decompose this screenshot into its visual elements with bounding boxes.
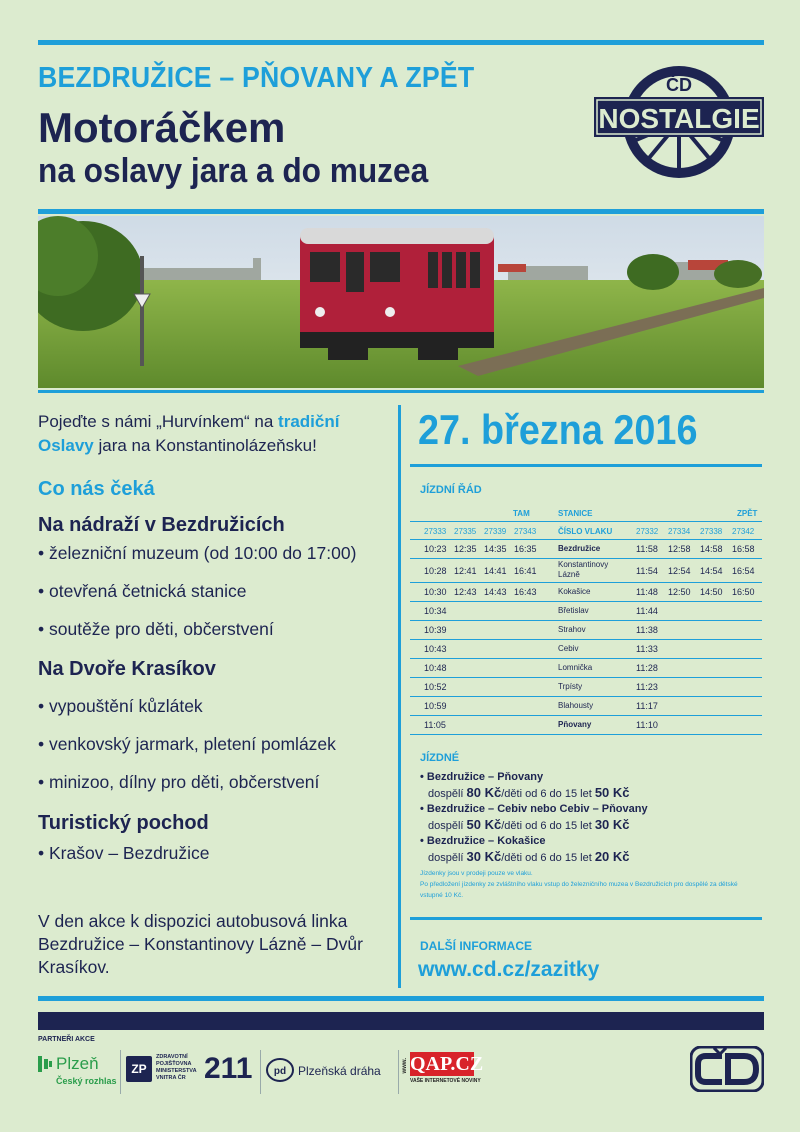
table-row — [410, 602, 762, 621]
col-stanice: STANICE — [558, 509, 593, 518]
timetable-body — [410, 540, 762, 735]
table-row — [410, 559, 762, 583]
time-zpet: 11:33 — [636, 644, 658, 654]
time-zpet: 12:58 — [668, 544, 691, 554]
more-rule — [410, 917, 762, 920]
station-name: Blahousty — [558, 701, 594, 710]
time-zpet: 16:54 — [732, 566, 755, 576]
top-rule — [38, 40, 764, 45]
rozhlas-icon — [38, 1056, 52, 1072]
partner-separator — [398, 1050, 399, 1094]
fare-notes — [420, 868, 760, 901]
list-item: • venkovský jarmark, pletení pomlázek — [38, 734, 336, 754]
intro-highlight-1: tradiční — [278, 412, 340, 431]
timetable — [410, 504, 762, 735]
photo-top-rule — [38, 209, 764, 214]
fare-note: Po předložení jízdenky ze zvláštního vlaku vstup do železničního muzea v Bezdružicích pro dospělé za dětské vstupné 10 Kč. — [420, 881, 738, 899]
partner-plzen: Plzeň Český rozhlas — [38, 1048, 116, 1094]
table-row — [410, 716, 762, 735]
list-item: • otevřená četnická stanice — [38, 581, 247, 601]
time-zpet: 16:50 — [732, 587, 755, 597]
time-tam: 14:41 — [484, 566, 507, 576]
time-tam: 10:48 — [424, 663, 447, 673]
fare-adult: 50 Kč — [466, 817, 502, 832]
svg-text:pd: pd — [273, 1066, 287, 1077]
time-zpet: 12:54 — [668, 566, 691, 576]
train-photo — [38, 216, 764, 388]
list-item: • soutěže pro děti, občerstvení — [38, 619, 274, 639]
time-zpet: 14:54 — [700, 566, 723, 576]
fares-title: JÍZDNÉ — [420, 752, 460, 764]
more-info-link[interactable]: www.cd.cz/zazitky — [418, 958, 600, 981]
table-row — [410, 697, 762, 716]
partner-separator — [260, 1050, 261, 1094]
date-rule — [410, 464, 762, 467]
time-zpet: 11:44 — [636, 606, 658, 616]
station-name: Konstantinovy Lázně — [558, 560, 609, 579]
intro-highlight-2: Oslavy — [38, 436, 94, 455]
time-zpet: 14:58 — [700, 544, 723, 554]
time-tam: 10:30 — [424, 587, 447, 597]
train-number: 27335 — [454, 527, 477, 536]
time-tam: 10:39 — [424, 625, 447, 635]
partner-zpmv: ZP ZDRAVOTNÍ POJIŠŤOVNA MINISTERSTVA VNITRA ČR 211 — [126, 1048, 256, 1094]
table-row — [410, 640, 762, 659]
time-tam: 10:28 — [424, 566, 447, 576]
fare-price: dospělí 80 Kč/děti od 6 do 15 let 50 Kč — [428, 785, 630, 800]
time-zpet: 11:17 — [636, 701, 658, 711]
timetable-train-row — [410, 522, 762, 540]
bottom-rule-navy — [38, 1012, 764, 1030]
fares-list — [420, 770, 760, 866]
fare-price: dospělí 30 Kč/děti od 6 do 15 let 20 Kč — [428, 849, 630, 864]
station-name: Kokašice — [558, 587, 591, 596]
time-tam: 11:05 — [424, 720, 446, 730]
fare-child: 30 Kč — [594, 817, 630, 832]
train-number: 27334 — [668, 527, 691, 536]
time-zpet: 16:58 — [732, 544, 755, 554]
station-name: Lomnička — [558, 663, 593, 672]
time-zpet: 11:23 — [636, 682, 658, 692]
train-number: 27333 — [424, 527, 447, 536]
timetable-header-row — [410, 504, 762, 522]
intro-part1: Pojeďte s námi „Hurvínkem“ na — [38, 412, 279, 431]
col-train-number: ČÍSLO VLAKU — [558, 527, 613, 536]
section-title: Turistický pochod — [38, 812, 209, 834]
cd-nostalgie-logo — [594, 64, 764, 180]
time-zpet: 12:50 — [668, 587, 691, 597]
time-tam: 10:34 — [424, 606, 447, 616]
time-zpet: 11:38 — [636, 625, 658, 635]
train-number: 27343 — [514, 527, 537, 536]
list-item: • Krašov – Bezdružice — [38, 843, 210, 863]
pd-icon — [266, 1058, 294, 1082]
time-zpet: 11:58 — [636, 544, 658, 554]
time-tam: 16:41 — [514, 566, 537, 576]
partner-plzenska-draha: pd Plzeňská dráha — [266, 1048, 394, 1094]
time-zpet: 11:48 — [636, 587, 658, 597]
fare-route: • Bezdružice – Pňovany — [420, 771, 544, 783]
partners-label: PARTNEŘI AKCE — [38, 1036, 95, 1043]
list-item: • železniční muzeum (od 10:00 do 17:00) — [38, 543, 357, 563]
time-tam: 10:43 — [424, 644, 447, 654]
section-title: Na Dvoře Krasíkov — [38, 658, 216, 680]
time-zpet: 11:54 — [636, 566, 658, 576]
section-title: Na nádraží v Bezdružicích — [38, 514, 285, 536]
list-item: • vypouštění kůzlátek — [38, 696, 203, 716]
zp-icon: ZP — [126, 1056, 152, 1082]
intro-text — [38, 410, 398, 458]
fare-route: • Bezdružice – Kokašice — [420, 835, 546, 847]
time-tam: 14:43 — [484, 587, 507, 597]
fare-adult: 80 Kč — [466, 785, 502, 800]
train-number: 27339 — [484, 527, 507, 536]
fare-price: dospělí 50 Kč/děti od 6 do 15 let 30 Kč — [428, 817, 630, 832]
time-tam: 12:35 — [454, 544, 477, 554]
col-zpet: ZPĚT — [737, 509, 758, 518]
list-item: • minizoo, dílny pro děti, občerstvení — [38, 772, 320, 792]
cd-logo — [690, 1046, 764, 1092]
partner-separator — [120, 1050, 121, 1094]
time-zpet: 11:28 — [636, 663, 658, 673]
train-number: 27332 — [636, 527, 659, 536]
more-info-label: DALŠÍ INFORMACE — [420, 939, 532, 953]
photo-bottom-rule — [38, 390, 764, 393]
logo-top-text: ČD — [666, 75, 692, 95]
station-name: Pňovany — [558, 720, 592, 729]
partner-qap: www. QAP.CZ VAŠE INTERNETOVÉ NOVINY — [402, 1053, 484, 1084]
poster-subtitle: na oslavy jara a do muzea — [38, 152, 429, 190]
time-zpet: 11:10 — [636, 720, 658, 730]
table-row — [410, 659, 762, 678]
train-number: 27338 — [700, 527, 723, 536]
intro-part2: jara na Konstantinolázeňsku! — [93, 436, 317, 455]
bus-note: V den akce k dispozici autobusová linka Bezdružice – Konstantinovy Lázně – Dvůr Krasíkov. — [38, 911, 363, 977]
time-tam: 10:59 — [424, 701, 447, 711]
fare-child: 50 Kč — [594, 785, 630, 800]
event-date: 27. března 2016 — [418, 406, 698, 453]
train-number: 27342 — [732, 527, 755, 536]
table-row — [410, 540, 762, 559]
time-tam: 16:35 — [514, 544, 537, 554]
fare-note: Jízdenky jsou v prodeji pouze ve vlaku. — [420, 870, 533, 877]
time-tam: 12:43 — [454, 587, 477, 597]
timetable-title: JÍZDNÍ ŘÁD — [420, 484, 482, 496]
station-name: Cebiv — [558, 644, 579, 653]
station-name: Trpísty — [558, 682, 583, 691]
station-name: Břetislav — [558, 606, 589, 615]
col-tam: TAM — [513, 509, 530, 518]
fare-adult: 30 Kč — [466, 849, 502, 864]
time-zpet: 14:50 — [700, 587, 723, 597]
program-heading: Co nás čeká — [38, 478, 155, 500]
column-divider — [398, 405, 401, 988]
time-tam: 12:41 — [454, 566, 477, 576]
time-tam: 10:23 — [424, 544, 447, 554]
fare-route: • Bezdružice – Cebiv nebo Cebiv – Pňovany — [420, 803, 648, 815]
station-name: Strahov — [558, 625, 586, 634]
time-tam: 16:43 — [514, 587, 537, 597]
station-name: Bezdružice — [558, 544, 601, 553]
route-kicker: BEZDRUŽICE – PŇOVANY A ZPĚT — [38, 62, 475, 94]
time-tam: 14:35 — [484, 544, 507, 554]
poster-title: Motoráčkem — [38, 104, 286, 151]
bottom-rule-cyan — [38, 996, 764, 1001]
logo-main-text: NOSTALGIE — [598, 103, 760, 134]
table-row — [410, 583, 762, 602]
table-row — [410, 621, 762, 640]
time-tam: 10:52 — [424, 682, 447, 692]
table-row — [410, 678, 762, 697]
fare-child: 20 Kč — [594, 849, 630, 864]
